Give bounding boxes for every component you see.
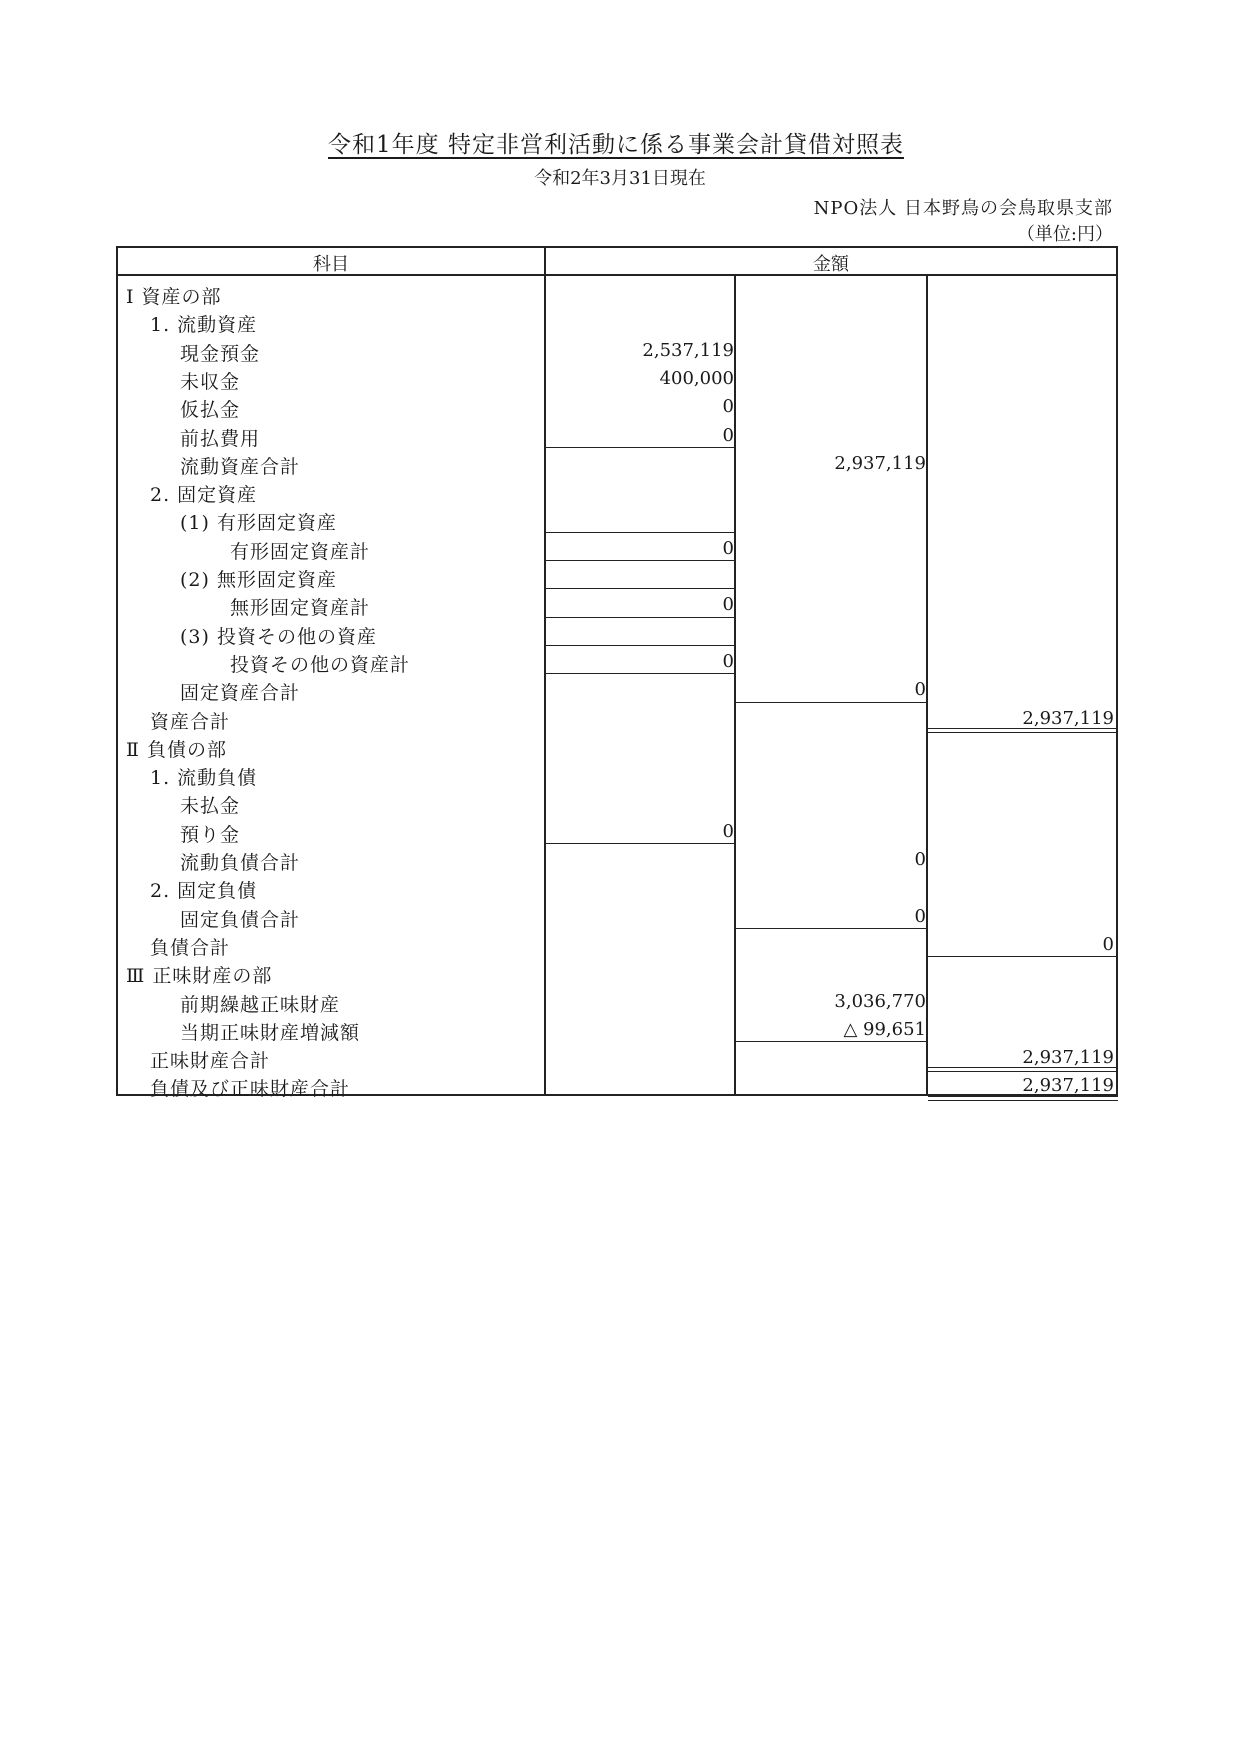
row-label: (2) 無形固定資産 [180, 569, 337, 591]
table-row [118, 307, 1118, 335]
row-label: Ⅲ 正味財産の部 [126, 965, 273, 988]
rule-line [544, 617, 736, 618]
rule-line [736, 1041, 928, 1042]
amount-column-header: 金額 [813, 254, 849, 275]
amount-cell: 2,937,119 [834, 452, 926, 474]
amount-cell: 0 [722, 820, 734, 842]
row-label: Ⅱ 負債の部 [126, 738, 227, 761]
table-row [118, 590, 1118, 618]
table-header [118, 248, 1118, 276]
rule-line [544, 588, 736, 589]
table-row [118, 817, 1118, 845]
rule-line [544, 843, 736, 844]
as-of-date: 令和2年3月31日現在 [534, 168, 706, 189]
amount-cell: 0 [914, 849, 926, 870]
amount-cell: 3,036,770 [834, 990, 926, 1012]
row-label: 2. 固定負債 [150, 880, 258, 903]
double-rule-line [928, 728, 1118, 733]
amount-cell: 0 [722, 424, 734, 446]
amount-cell: 0 [914, 905, 926, 927]
amount-cell: 0 [722, 594, 734, 616]
table-row [118, 336, 1118, 364]
row-label: 流動資産合計 [180, 455, 301, 478]
row-label: 有形固定資産計 [230, 540, 371, 563]
table-row [118, 760, 1118, 788]
amount-cell: 400,000 [659, 367, 734, 389]
rule-line [928, 956, 1118, 957]
amount-cell: 0 [722, 537, 734, 559]
table-row [118, 534, 1118, 562]
row-label: 前払費用 [180, 427, 261, 450]
rule-line [544, 645, 736, 646]
table-row [118, 392, 1118, 420]
unit-label: （単位:円） [1016, 224, 1113, 245]
table-row [118, 505, 1118, 533]
amount-cell: △ 99,651 [843, 1018, 926, 1040]
table-row [118, 675, 1118, 703]
table-row [118, 619, 1118, 647]
table-row [118, 421, 1118, 449]
table-row [118, 449, 1118, 477]
table-row [118, 477, 1118, 505]
row-label: 投資その他の資産計 [230, 653, 411, 676]
row-label: Ⅰ 資産の部 [126, 286, 222, 308]
row-label: 現金預金 [180, 342, 261, 365]
row-label: 未収金 [180, 370, 241, 393]
table-row [118, 279, 1118, 307]
amount-cell: 0 [722, 650, 734, 672]
row-label: 正味財産合計 [150, 1050, 271, 1073]
row-label: (3) 投資その他の資産 [180, 625, 377, 648]
row-label: 負債合計 [150, 936, 231, 959]
amount-cell: 2,937,119 [1022, 1047, 1114, 1069]
rule-line [736, 702, 928, 703]
double-rule-line [928, 1067, 1118, 1072]
amount-cell: 2,937,119 [1022, 707, 1114, 729]
row-label: 2. 固定資産 [150, 484, 258, 507]
row-label: 当期正味財産増減額 [180, 1021, 361, 1044]
amount-cell: 0 [914, 679, 926, 701]
table-row [118, 930, 1118, 958]
table-row [118, 364, 1118, 392]
row-label: 未払金 [180, 795, 241, 818]
organization-name: NPO法人 日本野鳥の会鳥取県支部 [813, 198, 1113, 219]
row-label: 前期繰越正味財産 [180, 993, 341, 1016]
rule-line [544, 447, 736, 448]
row-label: 固定資産合計 [180, 682, 301, 705]
table-row [118, 562, 1118, 590]
row-label: 資産合計 [150, 710, 231, 733]
row-label: 無形固定資産計 [230, 597, 371, 620]
table-row [118, 845, 1118, 873]
table-row [118, 902, 1118, 930]
double-rule-line [928, 1096, 1118, 1101]
amount-cell: 2,937,119 [1022, 1075, 1114, 1097]
row-label: 仮払金 [180, 399, 241, 422]
table-row [118, 732, 1118, 760]
amount-cell: 2,537,119 [642, 339, 734, 361]
balance-sheet-table [116, 246, 1118, 1101]
table-row [118, 1015, 1118, 1043]
document-title: 令和1年度 特定非営利活動に係る事業会計貸借対照表 [328, 132, 904, 158]
table-row [118, 958, 1118, 986]
amount-cell: 0 [722, 396, 734, 418]
row-label: 1. 流動負債 [150, 767, 258, 790]
subject-column-header: 科目 [313, 254, 349, 275]
row-label: 負債及び正味財産合計 [150, 1078, 351, 1101]
row-label: 預り金 [180, 823, 241, 846]
rule-line [736, 928, 928, 929]
row-label: 1. 流動資産 [150, 314, 258, 337]
table-row [118, 788, 1118, 816]
table-row [118, 987, 1118, 1015]
rule-line [544, 673, 736, 674]
rule-line [544, 532, 736, 533]
table-row [118, 873, 1118, 901]
table-row [118, 647, 1118, 675]
row-label: 固定負債合計 [180, 908, 301, 931]
row-label: (1) 有形固定資産 [180, 512, 337, 535]
amount-cell: 0 [1102, 933, 1114, 955]
rule-line [544, 560, 736, 561]
row-label: 流動負債合計 [180, 852, 301, 874]
